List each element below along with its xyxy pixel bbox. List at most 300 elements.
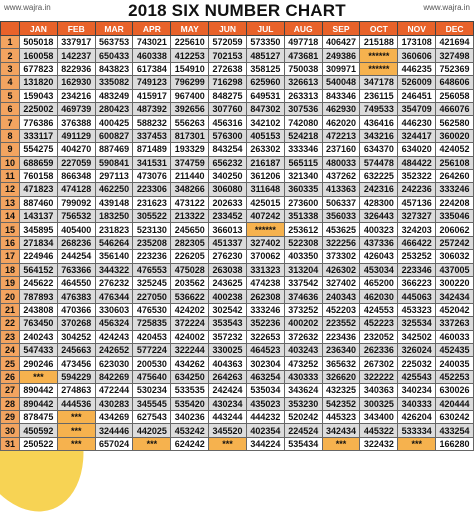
number-cell: 200530 — [133, 357, 171, 370]
column-header-may: MAY — [171, 22, 209, 36]
number-cell: 246451 — [398, 89, 436, 102]
number-cell: *** — [57, 437, 95, 450]
table-row — [1, 317, 474, 330]
day-number-cell: 25 — [1, 357, 20, 370]
table-row — [1, 303, 474, 316]
number-cell: 224524 — [284, 424, 322, 437]
number-cell: 749123 — [133, 76, 171, 89]
number-cell: 352236 — [246, 317, 284, 330]
number-cell: 763366 — [57, 263, 95, 276]
number-cell: 530234 — [133, 384, 171, 397]
number-cell: 326613 — [284, 76, 322, 89]
number-cell: 435023 — [246, 397, 284, 410]
number-table — [0, 21, 474, 451]
number-cell: 564152 — [20, 263, 58, 276]
number-cell: 343624 — [284, 384, 322, 397]
number-cell: 887469 — [95, 143, 133, 156]
table-row — [1, 129, 474, 142]
number-cell: 224946 — [20, 250, 58, 263]
number-cell: 311648 — [246, 183, 284, 196]
number-cell: 967400 — [171, 89, 209, 102]
day-number-cell: 30 — [1, 424, 20, 437]
number-cell: 400323 — [360, 223, 398, 236]
number-cell: ****** — [246, 223, 284, 236]
number-cell: 227050 — [133, 290, 171, 303]
number-cell: 268236 — [57, 236, 95, 249]
number-cell: 340333 — [398, 397, 436, 410]
number-cell: 240035 — [436, 357, 474, 370]
number-cell: 215188 — [360, 36, 398, 49]
day-number-cell: 2 — [1, 49, 20, 62]
number-cell: 540048 — [322, 76, 360, 89]
day-number-cell: 1 — [1, 36, 20, 49]
number-cell: 344224 — [246, 437, 284, 450]
number-cell: 360335 — [284, 183, 322, 196]
number-cell: 752369 — [436, 62, 474, 75]
table-row — [1, 116, 474, 129]
number-cell: 437336 — [360, 236, 398, 249]
number-cell: 324446 — [95, 424, 133, 437]
number-cell: 142237 — [57, 49, 95, 62]
number-cell: 445322 — [360, 424, 398, 437]
number-cell: 297113 — [95, 169, 133, 182]
number-cell: 361206 — [246, 169, 284, 182]
number-cell: 342502 — [398, 330, 436, 343]
number-cell: 322222 — [360, 370, 398, 383]
number-cell: 162930 — [57, 76, 95, 89]
number-cell: 843346 — [322, 89, 360, 102]
number-cell: 473252 — [284, 357, 322, 370]
number-cell: 799092 — [57, 196, 95, 209]
number-cell: 326024 — [398, 343, 436, 356]
day-number-cell: 7 — [1, 116, 20, 129]
number-cell: 524218 — [284, 129, 322, 142]
day-number-cell: 26 — [1, 370, 20, 383]
number-cell: 412253 — [171, 49, 209, 62]
number-cell: 428300 — [360, 196, 398, 209]
number-cell: 425543 — [398, 370, 436, 383]
number-cell: 406427 — [322, 36, 360, 49]
number-cell: 307760 — [209, 102, 247, 115]
table-row — [1, 196, 474, 209]
number-cell: 333117 — [20, 129, 58, 142]
table-row — [1, 277, 474, 290]
number-cell: 497718 — [284, 36, 322, 49]
table-row — [1, 343, 474, 356]
number-cell: 263302 — [246, 143, 284, 156]
number-cell: 462030 — [360, 290, 398, 303]
number-cell: 374759 — [171, 156, 209, 169]
number-cell: 460338 — [133, 49, 171, 62]
number-cell: 632225 — [360, 169, 398, 182]
number-cell: 688659 — [20, 156, 58, 169]
number-cell: 342434 — [322, 424, 360, 437]
table-row — [1, 263, 474, 276]
table-row — [1, 36, 474, 49]
day-number-cell: 28 — [1, 397, 20, 410]
number-cell: 263038 — [209, 263, 247, 276]
table-row — [1, 290, 474, 303]
number-cell: 890442 — [20, 384, 58, 397]
number-cell: 476553 — [133, 263, 171, 276]
number-cell: 464550 — [57, 277, 95, 290]
number-cell: 535034 — [246, 384, 284, 397]
number-cell: 415917 — [133, 89, 171, 102]
number-cell: 887460 — [20, 196, 58, 209]
number-cell: 474238 — [246, 277, 284, 290]
number-cell: 756532 — [57, 210, 95, 223]
number-cell: 272638 — [209, 62, 247, 75]
number-cell: 426302 — [322, 263, 360, 276]
number-cell: 430333 — [284, 370, 322, 383]
number-cell: 340234 — [398, 384, 436, 397]
table-body — [1, 36, 474, 451]
number-cell: 240343 — [322, 290, 360, 303]
number-cell: 624242 — [171, 437, 209, 450]
number-cell: 245663 — [57, 343, 95, 356]
number-cell: 475028 — [171, 263, 209, 276]
number-cell: 203562 — [171, 277, 209, 290]
day-number-cell: 29 — [1, 410, 20, 423]
number-cell: 466076 — [436, 102, 474, 115]
number-cell: 464523 — [246, 343, 284, 356]
number-cell: 473681 — [284, 49, 322, 62]
number-cell: 476344 — [95, 290, 133, 303]
number-cell: 424052 — [436, 143, 474, 156]
number-cell: 533535 — [171, 384, 209, 397]
table-header-row — [1, 22, 474, 36]
number-cell: 206062 — [436, 223, 474, 236]
number-cell: 436416 — [360, 116, 398, 129]
number-cell: 462020 — [322, 116, 360, 129]
day-number-cell: 8 — [1, 129, 20, 142]
number-cell: 262308 — [246, 290, 284, 303]
number-cell: 372632 — [284, 330, 322, 343]
number-cell: 650433 — [95, 49, 133, 62]
number-cell: 796299 — [171, 76, 209, 89]
number-cell: 634370 — [360, 143, 398, 156]
number-cell: 345545 — [133, 397, 171, 410]
number-cell: 400425 — [95, 116, 133, 129]
number-cell: 617384 — [133, 62, 171, 75]
number-cell: 280423 — [95, 102, 133, 115]
number-cell: 216187 — [246, 156, 284, 169]
number-cell: 473456 — [57, 357, 95, 370]
number-cell: 484422 — [398, 156, 436, 169]
number-cell: 763450 — [20, 317, 58, 330]
number-cell: 360020 — [436, 129, 474, 142]
number-cell: 462930 — [322, 102, 360, 115]
number-cell: 223236 — [133, 250, 171, 263]
number-cell: 325245 — [133, 277, 171, 290]
number-cell: 588232 — [133, 116, 171, 129]
day-number-cell: 22 — [1, 317, 20, 330]
number-cell: 307536 — [284, 102, 322, 115]
number-cell: 556263 — [171, 116, 209, 129]
number-cell: 453625 — [322, 223, 360, 236]
number-cell: 470366 — [57, 303, 95, 316]
column-header-day — [1, 22, 20, 36]
number-cell: 743021 — [133, 36, 171, 49]
number-cell: 330025 — [209, 343, 247, 356]
number-cell: 223306 — [133, 183, 171, 196]
number-cell: 573350 — [246, 36, 284, 49]
table-row — [1, 183, 474, 196]
table-row — [1, 76, 474, 89]
number-cell: 843823 — [95, 62, 133, 75]
number-cell: 337542 — [284, 277, 322, 290]
number-cell: 648606 — [436, 76, 474, 89]
column-header-jan: JAN — [20, 22, 58, 36]
number-cell: 300220 — [436, 277, 474, 290]
number-cell: 253612 — [284, 223, 322, 236]
column-header-sep: SEP — [322, 22, 360, 36]
number-cell: 465200 — [360, 277, 398, 290]
number-cell: 370268 — [57, 317, 95, 330]
number-cell: 725835 — [133, 317, 171, 330]
number-cell: 372224 — [171, 317, 209, 330]
number-cell: 554275 — [20, 143, 58, 156]
day-number-cell: 23 — [1, 330, 20, 343]
number-cell: 352322 — [398, 169, 436, 182]
number-cell: 472244 — [95, 384, 133, 397]
number-cell: 572059 — [209, 36, 247, 49]
number-cell: 240243 — [20, 330, 58, 343]
day-number-cell: 20 — [1, 290, 20, 303]
number-cell: 231623 — [133, 196, 171, 209]
number-cell: 623030 — [95, 357, 133, 370]
number-cell: 472213 — [322, 129, 360, 142]
number-cell: 576300 — [209, 129, 247, 142]
table-row — [1, 223, 474, 236]
number-cell: 562580 — [436, 116, 474, 129]
number-cell: 476530 — [133, 303, 171, 316]
number-cell: 345895 — [20, 223, 58, 236]
number-cell: *** — [133, 437, 171, 450]
number-cell: 354709 — [398, 102, 436, 115]
number-cell: *** — [20, 370, 58, 383]
table-row — [1, 384, 474, 397]
number-cell: 324417 — [398, 129, 436, 142]
number-cell: 421694 — [436, 36, 474, 49]
number-cell: 480033 — [322, 156, 360, 169]
number-cell: 322244 — [171, 343, 209, 356]
table-row — [1, 49, 474, 62]
number-cell: 677823 — [20, 62, 58, 75]
number-cell: 344322 — [95, 263, 133, 276]
number-cell: 471823 — [20, 183, 58, 196]
number-cell: 131820 — [20, 76, 58, 89]
number-cell: 437005 — [436, 263, 474, 276]
day-number-cell: 12 — [1, 183, 20, 196]
table-row — [1, 357, 474, 370]
number-cell: 657024 — [95, 437, 133, 450]
number-cell: 750038 — [284, 62, 322, 75]
number-cell: 590841 — [95, 156, 133, 169]
number-cell: 452203 — [322, 303, 360, 316]
number-cell: 262336 — [360, 343, 398, 356]
number-cell: 173108 — [398, 36, 436, 49]
number-cell: 535420 — [171, 397, 209, 410]
number-cell: 450592 — [20, 424, 58, 437]
number-cell: 327498 — [436, 49, 474, 62]
number-cell: 452435 — [436, 343, 474, 356]
number-cell: 420444 — [436, 397, 474, 410]
number-cell: 243808 — [20, 303, 58, 316]
number-cell: 245622 — [20, 277, 58, 290]
number-cell: 473122 — [171, 196, 209, 209]
number-cell: 505018 — [20, 36, 58, 49]
number-cell: 351338 — [284, 210, 322, 223]
number-cell: 356140 — [95, 250, 133, 263]
number-cell: 656232 — [209, 156, 247, 169]
number-cell: 300325 — [360, 397, 398, 410]
number-cell: 453034 — [360, 263, 398, 276]
number-cell: 446230 — [398, 116, 436, 129]
number-cell: 373302 — [322, 250, 360, 263]
table-row — [1, 210, 474, 223]
number-cell: 263313 — [284, 89, 322, 102]
number-cell: 822936 — [57, 62, 95, 75]
number-cell: 890442 — [20, 397, 58, 410]
number-cell: 327402 — [322, 277, 360, 290]
number-cell: 426043 — [360, 250, 398, 263]
number-cell: 256108 — [436, 156, 474, 169]
number-cell: 306080 — [209, 183, 247, 196]
number-cell: 487392 — [133, 102, 171, 115]
table-row — [1, 236, 474, 249]
column-header-oct: OCT — [360, 22, 398, 36]
number-cell: 523130 — [133, 223, 171, 236]
number-cell: 453323 — [398, 303, 436, 316]
column-header-feb: FEB — [57, 22, 95, 36]
number-cell: 485127 — [246, 49, 284, 62]
column-header-jul: JUL — [246, 22, 284, 36]
number-cell: 716298 — [209, 76, 247, 89]
table-row — [1, 437, 474, 450]
number-cell: 356033 — [322, 210, 360, 223]
number-cell: 630242 — [436, 410, 474, 423]
number-cell: 360606 — [398, 49, 436, 62]
number-cell: 242316 — [360, 183, 398, 196]
table-row — [1, 250, 474, 263]
number-cell: 326443 — [360, 210, 398, 223]
day-number-cell: 9 — [1, 143, 20, 156]
number-cell: 444232 — [246, 410, 284, 423]
number-cell: 533334 — [398, 424, 436, 437]
number-cell: 634020 — [398, 143, 436, 156]
number-cell: 430283 — [95, 397, 133, 410]
number-cell: 242236 — [398, 183, 436, 196]
number-cell: 274863 — [57, 384, 95, 397]
number-cell: 223436 — [322, 330, 360, 343]
number-cell: 456316 — [209, 116, 247, 129]
number-cell: 343216 — [360, 129, 398, 142]
number-cell: 324203 — [398, 223, 436, 236]
day-number-cell: 11 — [1, 169, 20, 182]
number-cell: 400238 — [209, 290, 247, 303]
number-cell: 817301 — [171, 129, 209, 142]
number-cell: 847302 — [246, 102, 284, 115]
number-cell: 276230 — [209, 250, 247, 263]
number-cell: 353543 — [209, 317, 247, 330]
number-cell: 166280 — [436, 437, 474, 450]
number-cell: 322256 — [322, 236, 360, 249]
column-header-aug: AUG — [284, 22, 322, 36]
number-cell: 536622 — [171, 290, 209, 303]
number-cell: 522308 — [284, 236, 322, 249]
number-cell: 211440 — [171, 169, 209, 182]
day-number-cell: 10 — [1, 156, 20, 169]
number-cell: 245650 — [171, 223, 209, 236]
number-cell: 358125 — [246, 62, 284, 75]
number-cell: 374636 — [284, 290, 322, 303]
chart-header — [0, 0, 474, 21]
number-cell: 407242 — [246, 210, 284, 223]
number-cell: 333246 — [246, 303, 284, 316]
number-cell: ****** — [360, 49, 398, 62]
number-cell: *** — [57, 410, 95, 423]
number-cell: 535434 — [284, 437, 322, 450]
number-cell: 256058 — [436, 89, 474, 102]
number-cell: 424202 — [171, 303, 209, 316]
number-cell: 348266 — [171, 183, 209, 196]
day-number-cell: 16 — [1, 236, 20, 249]
number-cell: 563753 — [95, 36, 133, 49]
number-cell: 249386 — [322, 49, 360, 62]
day-number-cell: 18 — [1, 263, 20, 276]
number-cell: 234216 — [57, 89, 95, 102]
table-row — [1, 370, 474, 383]
table-row — [1, 169, 474, 182]
number-cell: 225610 — [171, 36, 209, 49]
number-cell: 434269 — [95, 410, 133, 423]
number-cell: 154910 — [171, 62, 209, 75]
number-cell: 878475 — [20, 410, 58, 423]
day-number-cell: 4 — [1, 76, 20, 89]
day-number-cell: 31 — [1, 437, 20, 450]
number-cell: 433254 — [436, 424, 474, 437]
number-cell: 871489 — [133, 143, 171, 156]
number-cell: 335046 — [436, 210, 474, 223]
number-cell: 264263 — [209, 370, 247, 383]
number-cell: 225002 — [20, 102, 58, 115]
number-cell: 600827 — [95, 129, 133, 142]
number-cell: 290246 — [20, 357, 58, 370]
table-row — [1, 143, 474, 156]
day-number-cell: 27 — [1, 384, 20, 397]
number-cell: 457136 — [398, 196, 436, 209]
number-cell: 224208 — [436, 196, 474, 209]
number-cell: 242424 — [209, 384, 247, 397]
number-cell: 760158 — [20, 169, 58, 182]
number-cell: 342102 — [246, 116, 284, 129]
number-cell: 526009 — [398, 76, 436, 89]
number-cell: 223346 — [398, 263, 436, 276]
number-cell: 243625 — [209, 277, 247, 290]
number-cell: 353230 — [284, 397, 322, 410]
number-cell: 271834 — [20, 236, 58, 249]
number-cell: 577224 — [133, 343, 171, 356]
number-cell: 242652 — [95, 343, 133, 356]
day-number-cell: 17 — [1, 250, 20, 263]
table-row — [1, 410, 474, 423]
watermark-left: www.wajra.in — [4, 3, 51, 12]
number-cell: 547433 — [20, 343, 58, 356]
number-cell: 404363 — [209, 357, 247, 370]
number-cell: 483249 — [95, 89, 133, 102]
number-cell: 506337 — [322, 196, 360, 209]
